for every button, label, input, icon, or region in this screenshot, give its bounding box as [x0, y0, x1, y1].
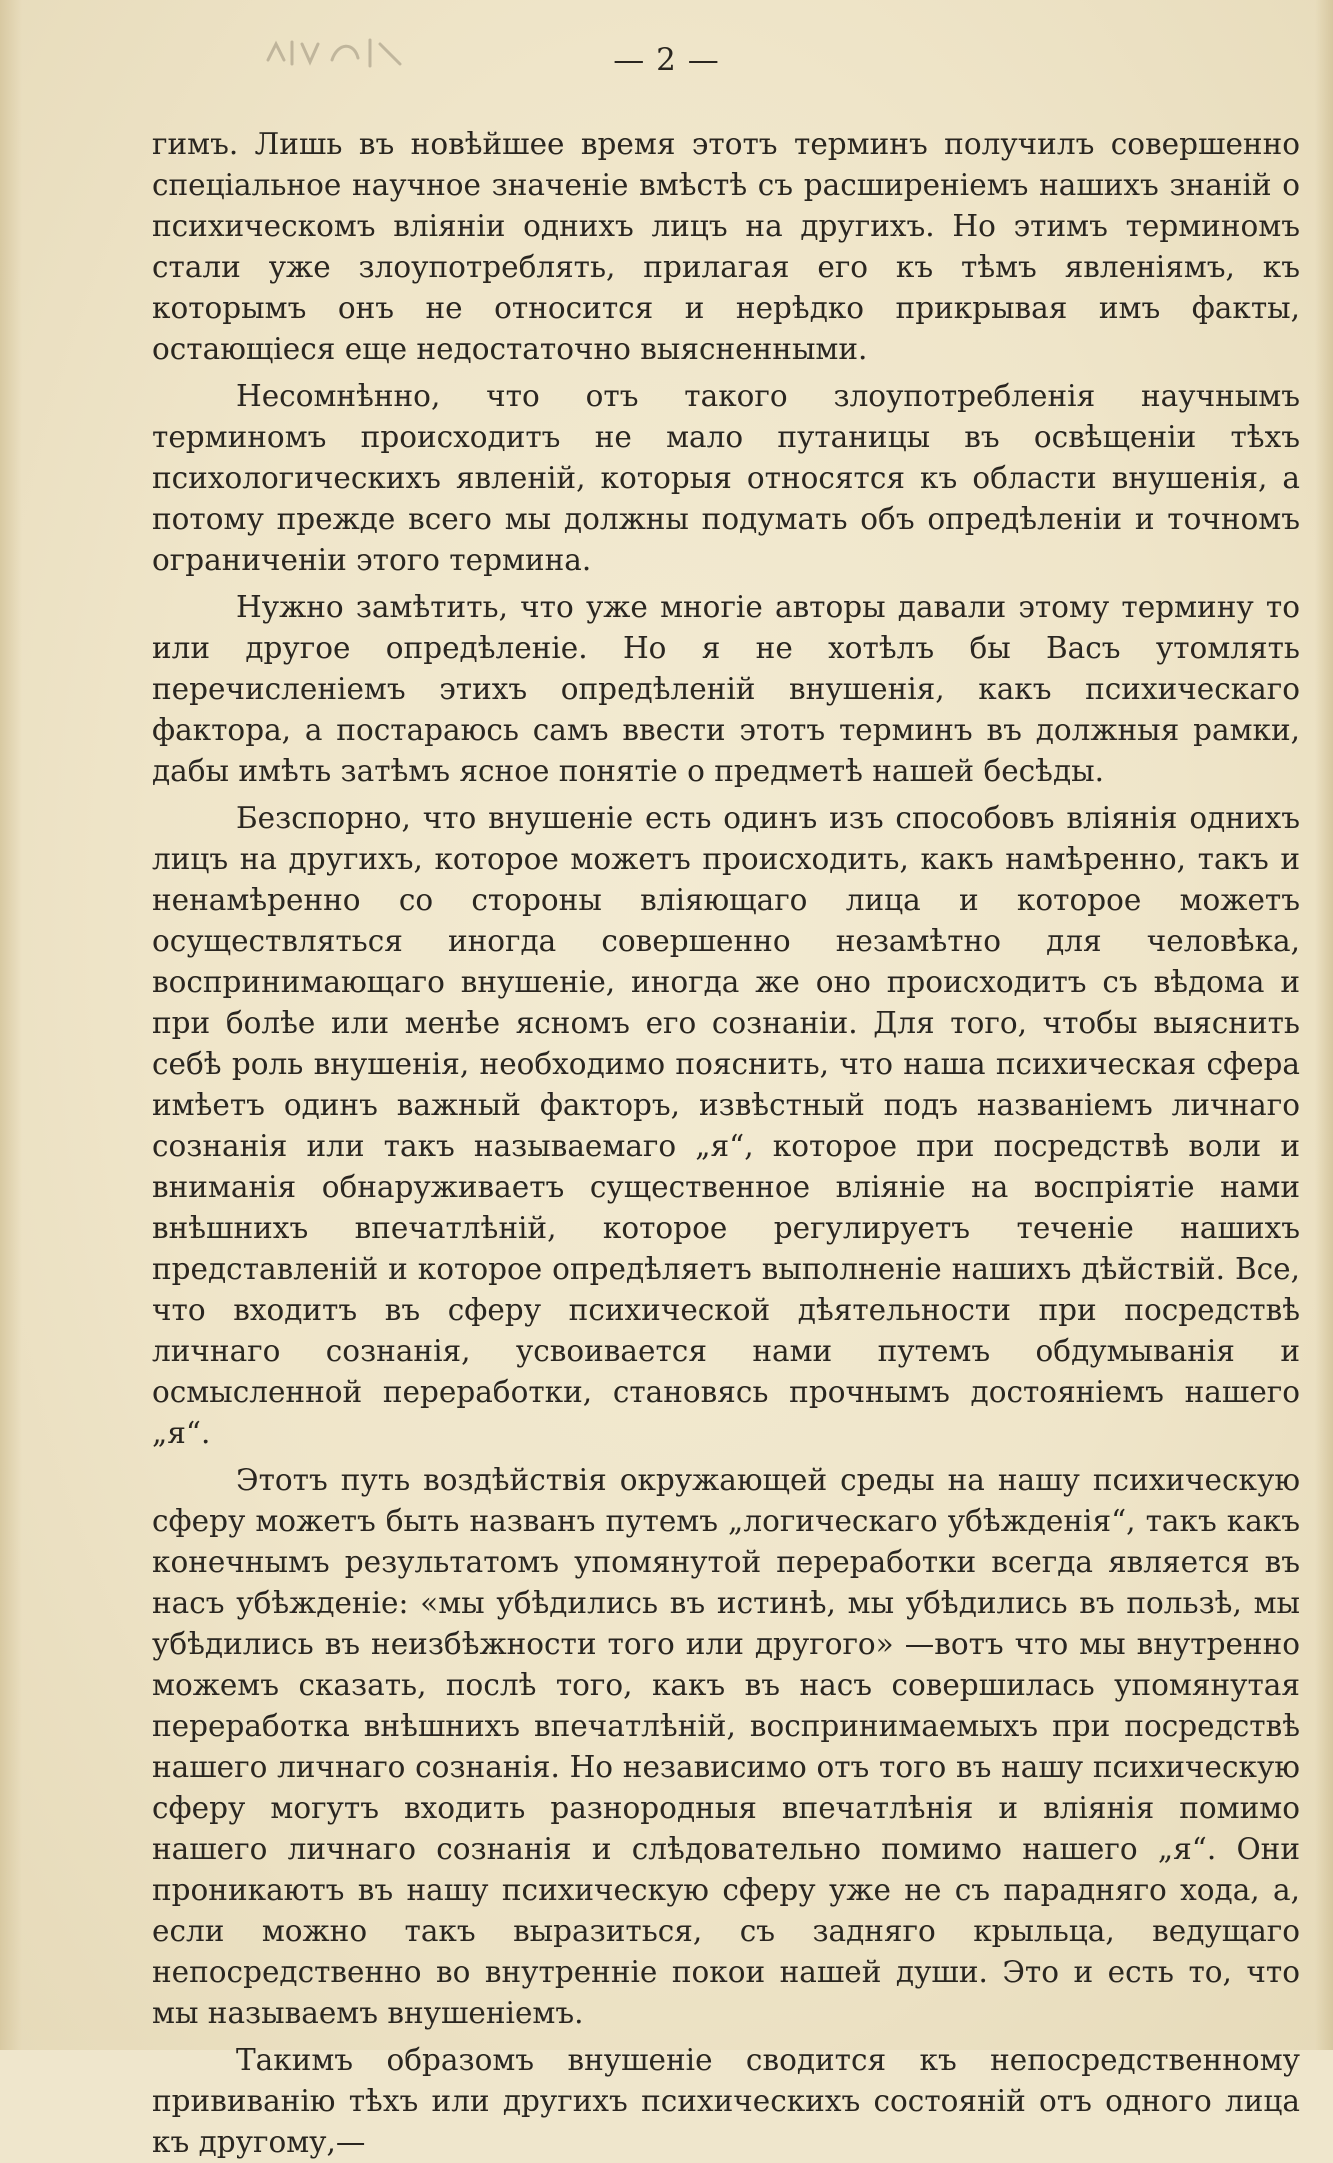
paragraph-continuation: гимъ. Лишь въ новѣйшее время этотъ терминъ получилъ совершенно спеціальное научное значеніе вмѣстѣ съ расширеніемъ нашихъ знаній о психическомъ вліяніи однихъ лицъ на другихъ. Но этимъ терминомъ стали уже злоупотреблять, прилагая его къ тѣмъ явленіямъ, къ которымъ онъ не относится и нерѣдко прикрывая имъ факты, остающіеся еще недостаточно выясненными. — [152, 127, 1300, 366]
main-text — [152, 124, 1300, 2163]
page-edge-shadow-left — [0, 0, 22, 2050]
page-number: — 2 — — [613, 42, 720, 78]
paragraph: Безспорно, что внушеніе есть одинъ изъ способовъ вліянія однихъ лицъ на другихъ, которое можетъ происходить, какъ намѣренно, такъ и ненамѣренно со стороны вліяющаго лица и которое можетъ осуществляться иногда совершенно незамѣтно для человѣка, воспринимающаго внушеніе, иногда же оно происходитъ съ вѣдома и при болѣе или менѣе ясномъ его сознаніи. Для того, чтобы выяснить себѣ роль внушенія, необходимо пояснить, что наша психическая сфера имѣетъ одинъ важный факторъ, извѣстный подъ названіемъ личнаго сознанія или такъ называемаго „я“, которое при посредствѣ воли и вниманія обнаруживаетъ существенное вліяніе на воспріятіе нами внѣшнихъ впечатлѣній, которое регулируетъ теченіе нашихъ представленій и которое опредѣляетъ выполненіе нашихъ дѣйствій. Все, что входитъ въ сферу психической дѣятельности при посредствѣ личнаго сознанія, усвоивается нами путемъ обдумыванія и осмысленной переработки, становясь прочнымъ достояніемъ нашего „я“. — [152, 801, 1300, 1450]
paragraph: Этотъ путь воздѣйствія окружающей среды на нашу психическую сферу можетъ быть названъ путемъ „логическаго убѣжденія“, такъ какъ конечнымъ результатомъ упомянутой переработки всегда является въ насъ убѣжденіе: «мы убѣдились въ истинѣ, мы убѣдились въ пользѣ, мы убѣдились въ неизбѣжности того или другого» —вотъ что мы внутренно можемъ сказать, послѣ того, какъ въ насъ совершилась упомянутая переработка внѣшнихъ впечатлѣній, воспринимаемыхъ при посредствѣ нашего личнаго сознанія. Но независимо отъ того въ нашу психическую сферу могутъ входить разнородныя впечатлѣнія и вліянія помимо нашего личнаго сознанія и слѣдовательно помимо нашего „я“. Они проникаютъ въ нашу психическую сферу уже не съ парадняго хода, а, если можно такъ выразиться, съ задняго крыльца, ведущаго непосредственно во внутренніе покои нашей души. Это и есть то, что мы называемъ внушеніемъ. — [152, 1463, 1300, 2030]
paragraph: Несомнѣнно, что отъ такого злоупотребленія научнымъ терминомъ происходитъ не мало путаницы въ освѣщеніи тѣхъ психологическихъ явленій, которыя относятся къ области внушенія, а потому прежде всего мы должны подумать объ опредѣленіи и точномъ ограниченіи этого термина. — [152, 379, 1300, 577]
paragraph: Нужно замѣтить, что уже многіе авторы давали этому термину то или другое опредѣленіе. Но я не хотѣлъ бы Васъ утомлять перечисленіемъ этихъ опредѣленій внушенія, какъ психическаго фактора, а постараюсь самъ ввести этотъ терминъ въ должныя рамки, дабы имѣть затѣмъ ясное понятіе о предметѣ нашей бесѣды. — [152, 590, 1300, 788]
page-edge-shadow-right — [1315, 0, 1333, 2050]
paragraph: Такимъ образомъ внушеніе сводится къ непосредственному прививанію тѣхъ или другихъ психическихъ состояній отъ одного лица къ другому,— — [152, 2043, 1300, 2159]
